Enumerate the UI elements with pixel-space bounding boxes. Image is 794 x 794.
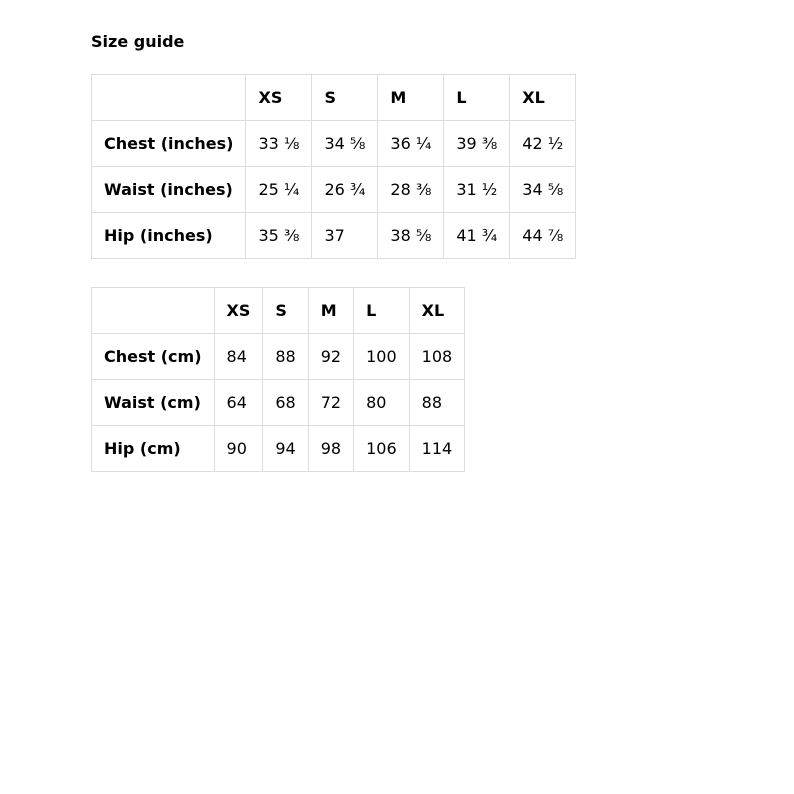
table-cell: 100 bbox=[354, 334, 410, 380]
table-cell: 88 bbox=[263, 334, 308, 380]
table-cell: 31 ½ bbox=[444, 167, 510, 213]
table-cell: 72 bbox=[308, 380, 353, 426]
header-cell-l: L bbox=[354, 288, 410, 334]
table-cell: 64 bbox=[214, 380, 263, 426]
size-table-cm bbox=[91, 287, 465, 472]
table-cell: 88 bbox=[409, 380, 465, 426]
table-cell: 33 ⅛ bbox=[246, 121, 312, 167]
row-label: Chest (cm) bbox=[92, 334, 215, 380]
header-cell-l: L bbox=[444, 75, 510, 121]
table-row bbox=[92, 167, 576, 213]
row-label: Chest (inches) bbox=[92, 121, 246, 167]
row-label: Hip (inches) bbox=[92, 213, 246, 259]
table-cell: 39 ⅜ bbox=[444, 121, 510, 167]
table-cell: 34 ⅝ bbox=[510, 167, 576, 213]
table-row bbox=[92, 213, 576, 259]
row-label: Waist (cm) bbox=[92, 380, 215, 426]
table-cell: 42 ½ bbox=[510, 121, 576, 167]
header-cell-xl: XL bbox=[510, 75, 576, 121]
page-title: Size guide bbox=[91, 32, 185, 51]
table-cell: 94 bbox=[263, 426, 308, 472]
header-cell-xl: XL bbox=[409, 288, 465, 334]
row-label: Hip (cm) bbox=[92, 426, 215, 472]
table-cell: 114 bbox=[409, 426, 465, 472]
table-cell: 92 bbox=[308, 334, 353, 380]
table-cell: 36 ¼ bbox=[378, 121, 444, 167]
header-cell-xs: XS bbox=[246, 75, 312, 121]
header-empty-cell bbox=[92, 75, 246, 121]
table-cell: 84 bbox=[214, 334, 263, 380]
table-cell: 41 ¾ bbox=[444, 213, 510, 259]
row-label: Waist (inches) bbox=[92, 167, 246, 213]
table-header-row bbox=[92, 288, 465, 334]
header-cell-m: M bbox=[308, 288, 353, 334]
table-cell: 25 ¼ bbox=[246, 167, 312, 213]
table-header-row bbox=[92, 75, 576, 121]
table-cell: 108 bbox=[409, 334, 465, 380]
table-cell: 37 bbox=[312, 213, 378, 259]
header-empty-cell bbox=[92, 288, 215, 334]
table-cell: 28 ⅜ bbox=[378, 167, 444, 213]
table-cell: 80 bbox=[354, 380, 410, 426]
table-row bbox=[92, 334, 465, 380]
table-row bbox=[92, 380, 465, 426]
table-row bbox=[92, 121, 576, 167]
table-cell: 34 ⅝ bbox=[312, 121, 378, 167]
table-cell: 106 bbox=[354, 426, 410, 472]
table-cell: 98 bbox=[308, 426, 353, 472]
size-table-inches bbox=[91, 74, 576, 259]
header-cell-m: M bbox=[378, 75, 444, 121]
header-cell-s: S bbox=[263, 288, 308, 334]
table-cell: 44 ⅞ bbox=[510, 213, 576, 259]
table-cell: 38 ⅝ bbox=[378, 213, 444, 259]
table-cell: 35 ⅜ bbox=[246, 213, 312, 259]
table-cell: 90 bbox=[214, 426, 263, 472]
table-cell: 26 ¾ bbox=[312, 167, 378, 213]
table-row bbox=[92, 426, 465, 472]
table-cell: 68 bbox=[263, 380, 308, 426]
header-cell-s: S bbox=[312, 75, 378, 121]
header-cell-xs: XS bbox=[214, 288, 263, 334]
